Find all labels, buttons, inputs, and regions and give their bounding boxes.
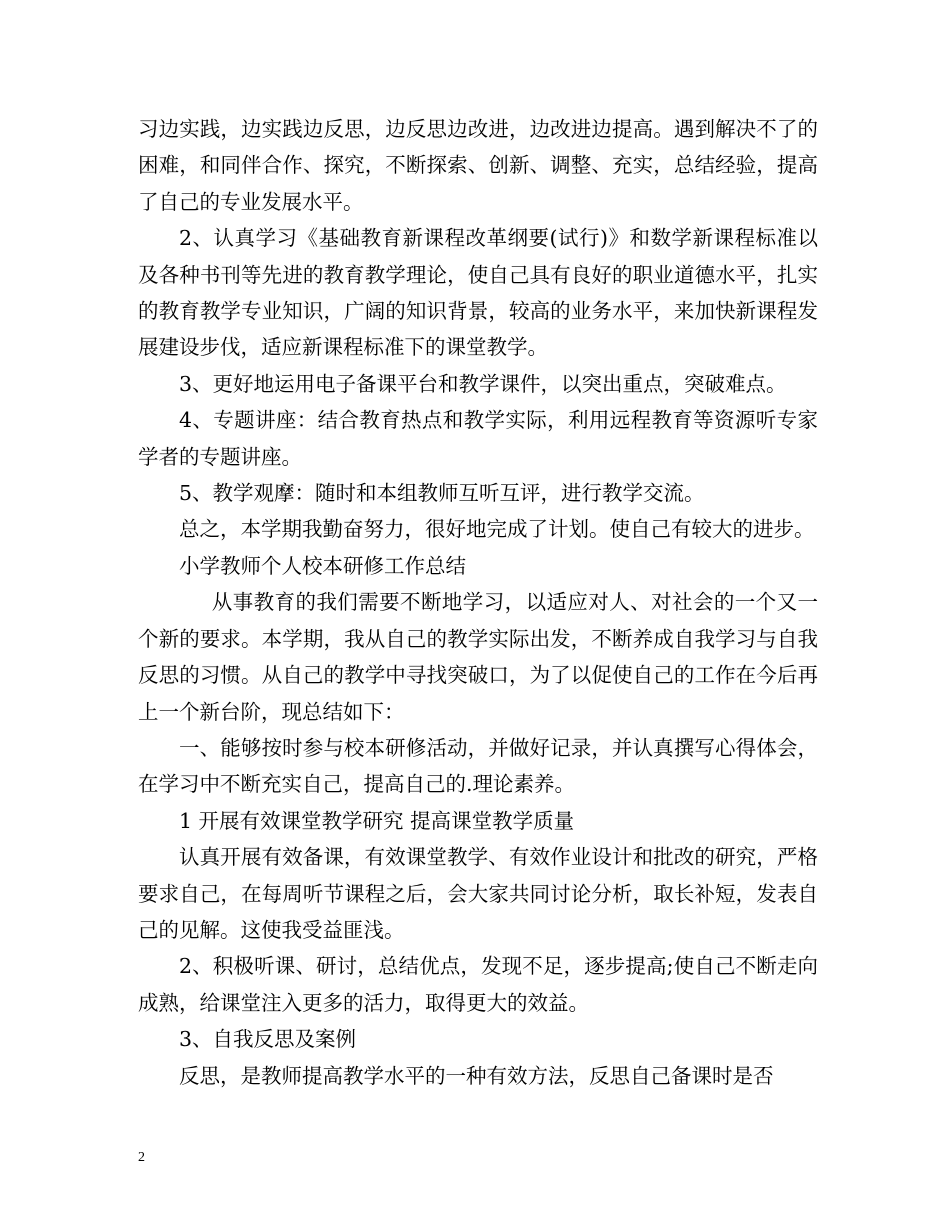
subheading-effective-teaching: 1 开展有效课堂教学研究 提高课堂教学质量 <box>179 808 575 833</box>
section-title: 小学教师个人校本研修工作总结 <box>179 553 466 578</box>
paragraph-intro: 从事教育的我们需要不断地学习，以适应对人、对社会的一个又一个新的要求。本学期，我从自己的教学实际出发，不断养成自我学习与自我反思的习惯。从自己的教学中寻找突破口，为了以促使自己的工作在今后再上一个新台阶，现总结如下： <box>138 590 818 724</box>
paragraph-lesson-observation: 2、积极听课、研讨，总结优点，发现不足，逐步提高;使自己不断走向成熟，给课堂注入更多的活力，取得更大的效益。 <box>138 954 818 1015</box>
paragraph-item-5: 5、教学观摩：随时和本组教师互听互评，进行教学交流。 <box>179 481 705 506</box>
paragraph-item-2: 2、认真学习《基础教育新课程改革纲要(试行)》和数学新课程标准以及各种书刊等先进的教育教学理论，使自己具有良好的职业道德水平，扎实的教育教学专业知识，广阔的知识背景，较高的业务水平，来加快新课程发展建设步伐，适应新课程标准下的课堂教学。 <box>138 226 818 360</box>
page-number: 2 <box>138 1150 145 1165</box>
paragraph-effective-lesson-prep: 认真开展有效备课，有效课堂教学、有效作业设计和批改的研究，严格要求自己，在每周听节课程之后，会大家共同讨论分析，取长补短，发表自己的见解。这使我受益匪浅。 <box>138 845 818 942</box>
paragraph-item-4: 4、专题讲座：结合教育热点和教学实际，利用远程教育等资源听专家学者的专题讲座。 <box>138 408 818 469</box>
subheading-self-reflection: 3、自我反思及案例 <box>179 1027 357 1052</box>
paragraph-continuation: 习边实践，边实践边反思，边反思边改进，边改进边提高。遇到解决不了的困难，和同伴合作、探究，不断探索、创新、调整、充实，总结经验，提高了自己的专业发展水平。 <box>138 117 818 214</box>
paragraph-point-one: 一、能够按时参与校本研修活动，并做好记录，并认真撰写心得体会，在学习中不断充实自己，提高自己的.理论素养。 <box>138 735 818 797</box>
paragraph-summary: 总之，本学期我勤奋努力，很好地完成了计划。使自己有较大的进步。 <box>179 517 815 542</box>
document-body <box>138 111 818 1094</box>
paragraph-reflection: 反思，是教师提高教学水平的一种有效方法，反思自己备课时是否 <box>179 1063 774 1088</box>
paragraph-item-3: 3、更好地运用电子备课平台和教学课件，以突出重点，突破难点。 <box>179 371 787 396</box>
